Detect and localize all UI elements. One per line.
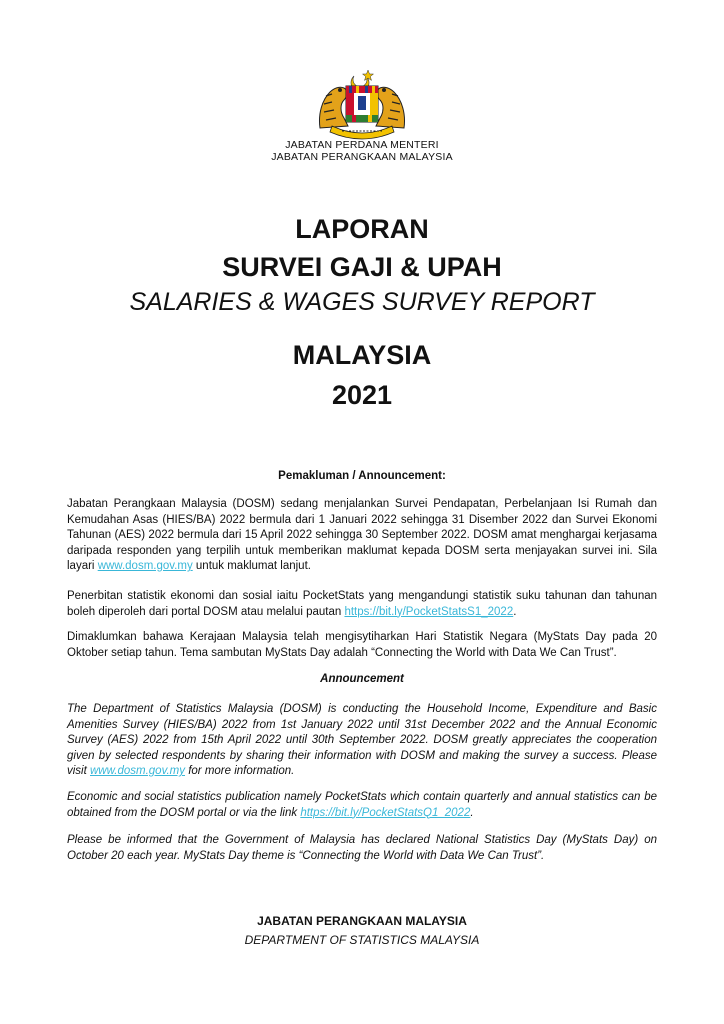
department-name: JABATAN PERANGKAAN MALAYSIA [271, 151, 453, 163]
announcement-ms-paragraph-3: Dimaklumkan bahawa Kerajaan Malaysia telah mengisytiharkan Hari Statistik Negara (MyStats Day pada 20 Oktober setiap tahun. Tema sambutan MyStats Day adalah “Connecting the World with Data We Can Trust”. [67, 631, 657, 659]
announcement-ms-paragraph-1 [67, 497, 657, 575]
pocketstats-s1-link[interactable]: https://bit.ly/PocketStatsS1_2022 [344, 605, 514, 618]
announcement-en-paragraph-3: Please be informed that the Government of Malaysia has declared National Statistics Day (MyStats Day) on October 20 each year. MyStats Day theme is “Connecting the World with Data We Can Trust”. [67, 834, 657, 862]
announcement-ms-paragraph-2 [67, 589, 657, 620]
dosm-website-link[interactable]: www.dosm.gov.my [90, 765, 186, 777]
report-title-line-1: LAPORAN [295, 214, 429, 244]
report-country: MALAYSIA [292, 340, 432, 370]
paragraph-text: Penerbitan statistik ekonomi dan sosial iaitu PocketStats yang mengandungi statistik suku tahunan dan tahunan boleh diperoleh dari portal DOSM atau melalui pautan [67, 590, 657, 618]
ministry-name: JABATAN PERDANA MENTERI [285, 139, 439, 151]
report-year: 2021 [331, 380, 393, 410]
announcement-heading-ms: Pemakluman / Announcement: [278, 470, 446, 482]
paragraph-text: untuk maklumat lanjut. [192, 560, 311, 572]
footer-department-ms: JABATAN PERANGKAAN MALAYSIA [257, 914, 467, 928]
paragraph-text: Economic and social statistics publication namely PocketStats which contain quarterly and annual statistics can be obtained from the DOSM portal or via the link [67, 791, 657, 819]
dosm-website-link[interactable]: www.dosm.gov.my [97, 560, 193, 572]
report-title-english: SALARIES & WAGES SURVEY REPORT [129, 288, 595, 316]
footer-department-en: DEPARTMENT OF STATISTICS MALAYSIA [244, 933, 480, 947]
paragraph-text: for more information. [185, 765, 295, 777]
announcement-en-paragraph-1 [67, 702, 657, 780]
paragraph-text: . [513, 605, 517, 618]
paragraph-text: Jabatan Perangkaan Malaysia (DOSM) sedang menjalankan Survei Pendapatan, Perbelanjaan Isi Rumah dan Kemudahan Asas (HIES/BA) 2022 bermula dari 1 Januari 2022 sehingga 31 Disember 2022 dan Survei Ekonomi Tahunan (AES) 2022 bermula dari 15 April 2022 sehingga 30 September 2022. DOSM amat menghargai kerjasama daripada responden yang terpilih untuk memberikan maklumat kepada DOSM serta menjayakan survei ini. Sila layari [67, 498, 657, 572]
paragraph-text: . [470, 806, 474, 819]
malaysia-coat-of-arms-icon [314, 66, 410, 140]
report-title-line-2: SURVEI GAJI & UPAH [222, 252, 502, 282]
paragraph-text: The Department of Statistics Malaysia (DOSM) is conducting the Household Income, Expenditure and Basic Amenities Survey (HIES/BA) 2022 from 1st January 2022 until 31st December 2022 and the Annual Economic Survey (AES) 2022 from 15th April 2022 until 30th September 2022. DOSM greatly appreciates the cooperation given by selected respondents by sharing their information with DOSM and making the survey a success. Please visit [67, 703, 657, 777]
announcement-heading-en: Announcement [320, 673, 404, 685]
pocketstats-q1-link[interactable]: https://bit.ly/PocketStatsQ1_2022 [300, 806, 471, 819]
announcement-en-paragraph-2 [67, 790, 657, 821]
